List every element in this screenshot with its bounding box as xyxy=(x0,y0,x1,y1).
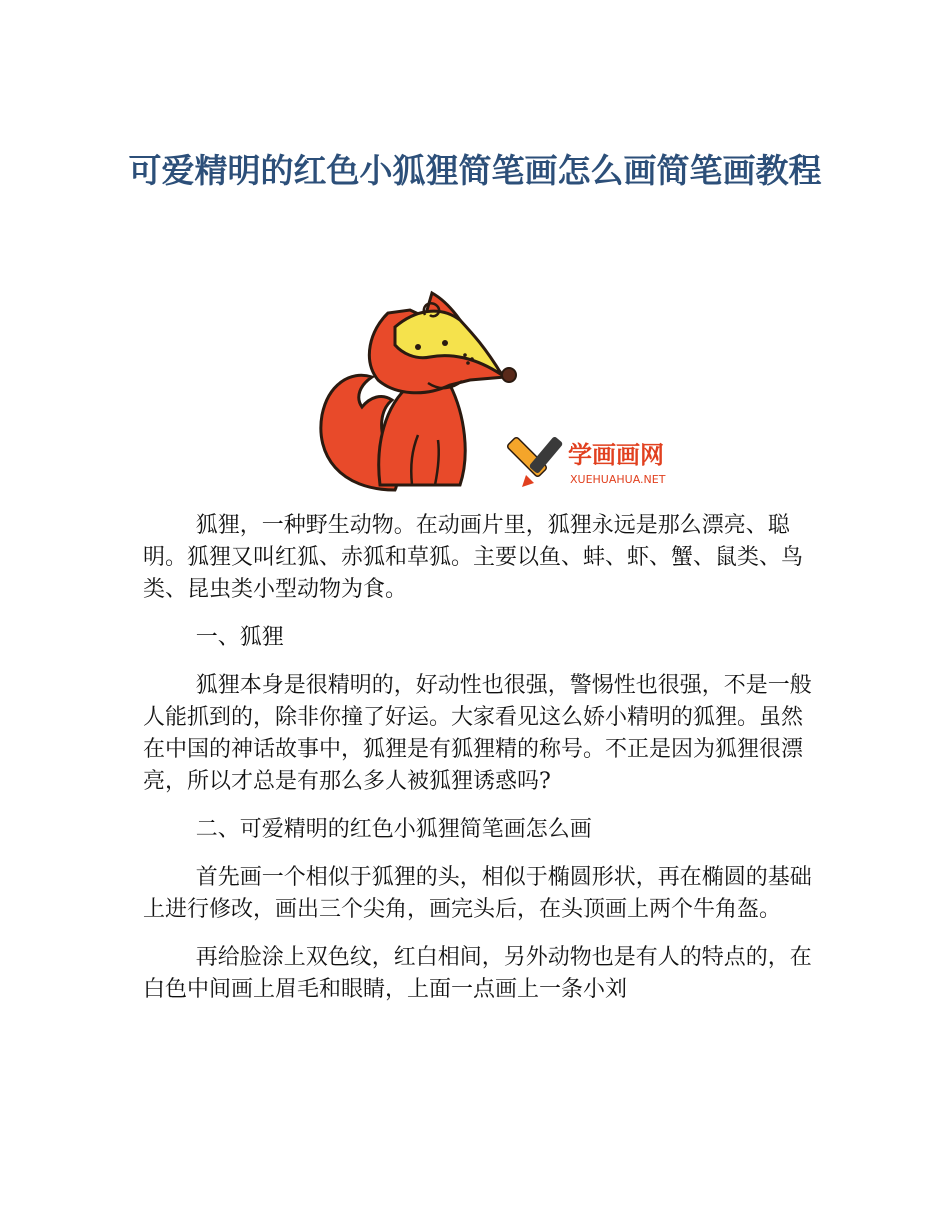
page-title: 可爱精明的红色小狐狸简笔画怎么画简笔画教程 xyxy=(128,151,822,190)
watermark-text-en: XUEHUAHUA.NET xyxy=(570,473,666,486)
section-1-paragraph: 狐狸本身是很精明的，好动性也很强，警惕性也很强，不是一般人能抓到的，除非你撞了好运。大家看见这么娇小精明的狐狸。虽然在中国的神话故事中，狐狸是有狐狸精的称号。不正是因为狐狸很漂亮，所以才总是有那么多人被狐狸诱惑吗? xyxy=(143,673,812,794)
section-heading-2: 二、可爱精明的红色小狐狸简笔画怎么画 xyxy=(195,817,592,842)
intro-paragraph: 狐狸，一种野生动物。在动画片里，狐狸永远是那么漂亮、聪明。狐狸又叫红狐、赤狐和草狐。主要以鱼、蚌、虾、蟹、鼠类、鸟类、昆虫类小型动物为食。 xyxy=(143,513,804,602)
fox-eye xyxy=(415,344,421,350)
pencil-icon xyxy=(506,436,563,487)
fox-nose xyxy=(502,368,516,382)
article-body xyxy=(143,510,813,1022)
watermark-text-cn: 学画画网 xyxy=(568,441,664,469)
step-paragraph-1: 首先画一个相似于狐狸的头，相似于椭圆形状，再在椭圆的基础上进行修改，画出三个尖角，画完头后，在头顶画上两个牛角盔。 xyxy=(143,865,812,922)
step-paragraph-2: 再给脸涂上双色纹，红白相间，另外动物也是有人的特点的，在白色中间画上眉毛和眼睛，上面一点画上一条小刘 xyxy=(143,945,812,1002)
fox-illustration xyxy=(300,285,720,495)
fox-eye xyxy=(442,340,448,346)
section-heading-1: 一、狐狸 xyxy=(195,625,284,650)
